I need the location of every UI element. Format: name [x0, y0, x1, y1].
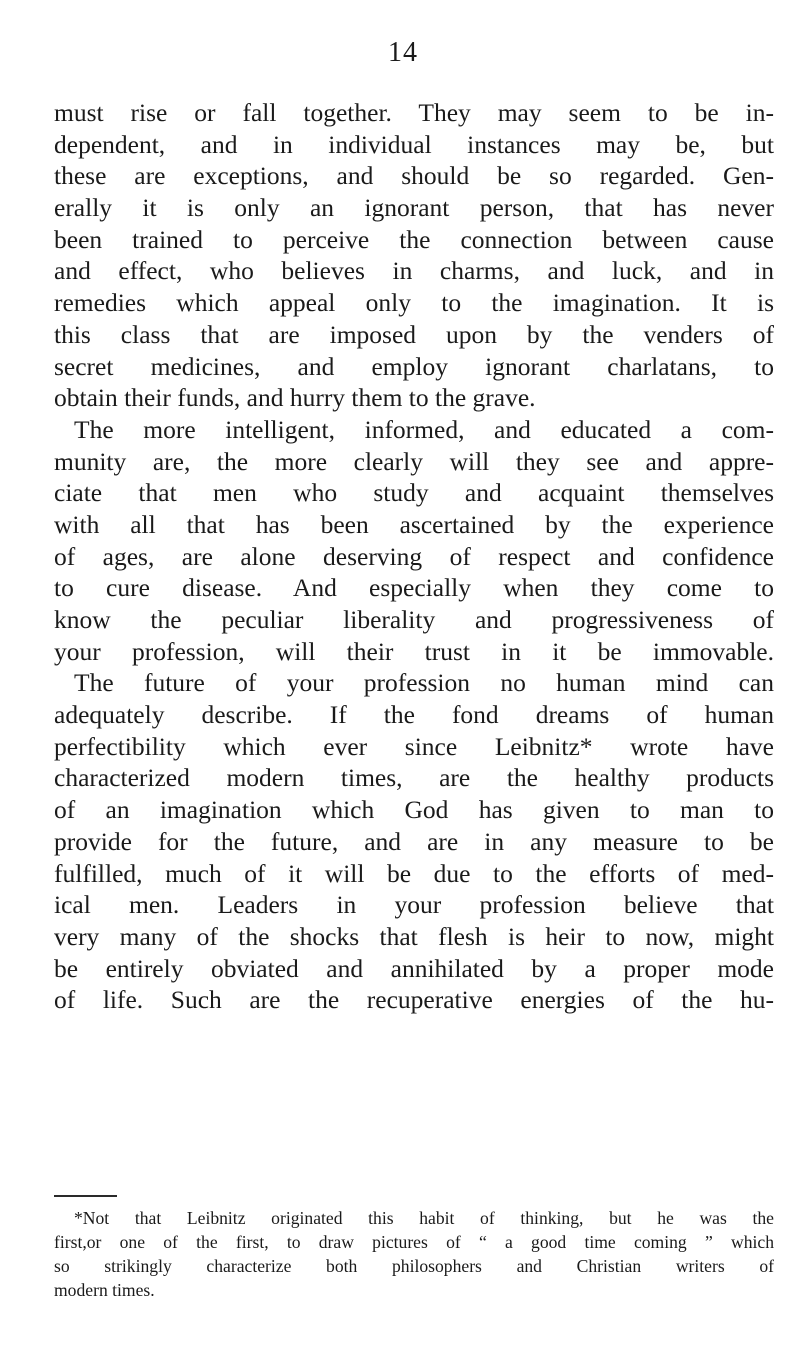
footnote-line: so strikingly characterize both philosophers and Christian writers of: [54, 1256, 774, 1276]
text-line: very many of the shocks that flesh is heir to now, might: [54, 921, 774, 951]
footnote: [54, 1206, 774, 1302]
text-line: secret medicines, and employ ignorant charlatans, to: [54, 351, 774, 381]
footnote-line: first,or one of the first, to draw pictures of “ a good time coming ” which: [54, 1232, 774, 1252]
text-line: fulfilled, much of it will be due to the efforts of med-: [54, 858, 774, 888]
text-line: obtain their funds, and hurry them to the grave.: [54, 383, 536, 413]
page-number: 14: [388, 37, 418, 68]
text-line: of life. Such are the recuperative energies of the hu-: [54, 985, 774, 1015]
text-line: your profession, will their trust in it be immovable.: [54, 636, 774, 666]
text-line: adequately describe. If the fond dreams of human: [54, 700, 774, 730]
text-line: been trained to perceive the connection between cause: [54, 224, 774, 254]
text-line: provide for the future, and are in any measure to be: [54, 826, 774, 856]
paragraph-start-line: The future of your profession no human mind can: [74, 668, 774, 698]
text-line: dependent, and in individual instances may be, but: [54, 129, 774, 159]
text-line: these are exceptions, and should be so regarded. Gen-: [54, 161, 774, 191]
footnote-line: *Not that Leibnitz originated this habit of thinking, but he was the: [74, 1208, 774, 1228]
text-line: of an imagination which God has given to man to: [54, 795, 774, 825]
text-line: and effect, who believes in charms, and luck, and in: [54, 256, 774, 286]
text-line: ciate that men who study and acquaint themselves: [54, 478, 774, 508]
text-line: ical men. Leaders in your profession believe that: [54, 890, 774, 920]
footnote-line: modern times.: [54, 1280, 155, 1300]
text-line: to cure disease. And especially when they come to: [54, 573, 774, 603]
text-line: this class that are imposed upon by the venders of: [54, 319, 774, 349]
text-line: perfectibility which ever since Leibnitz* wrote have: [54, 731, 774, 761]
body-text: [54, 97, 774, 1016]
text-line: remedies which appeal only to the imagination. It is: [54, 288, 774, 318]
text-line: characterized modern times, are the healthy products: [54, 763, 774, 793]
text-line: must rise or fall together. They may seem to be in-: [54, 98, 774, 127]
footnote-divider: [54, 1195, 117, 1197]
text-line: erally it is only an ignorant person, that has never: [54, 193, 774, 223]
text-line: know the peculiar liberality and progressiveness of: [54, 605, 774, 634]
text-line: of ages, are alone deserving of respect and confidence: [54, 541, 774, 571]
text-line: be entirely obviated and annihilated by a proper mode: [54, 953, 774, 983]
text-line: munity are, the more clearly will they see and appre-: [54, 446, 774, 476]
paragraph-start-line: The more intelligent, informed, and educated a com-: [74, 414, 774, 444]
text-line: with all that has been ascertained by the experience: [54, 509, 774, 539]
